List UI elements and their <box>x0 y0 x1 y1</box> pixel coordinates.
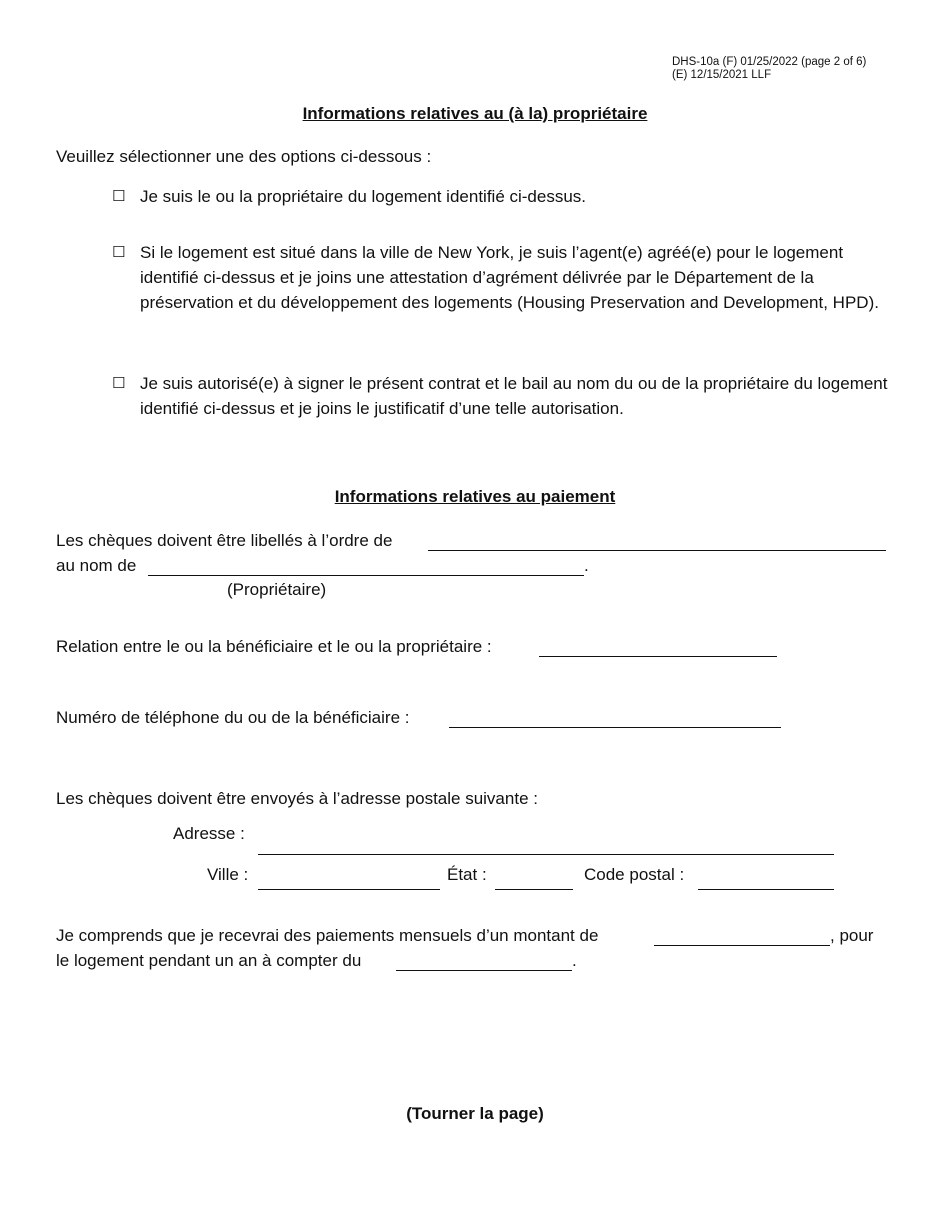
start-date-field[interactable] <box>396 952 572 971</box>
monthly-amount-field[interactable] <box>654 927 830 946</box>
monthly-part4: . <box>572 951 577 970</box>
phone-label: Numéro de téléphone du ou de la bénéficiaire : <box>56 708 410 727</box>
relation-label: Relation entre le ou la bénéficiaire et le ou la propriétaire : <box>56 637 492 656</box>
monthly-amount-input[interactable] <box>654 927 830 945</box>
on-behalf-field[interactable] <box>148 557 584 576</box>
owner-option-1 <box>112 184 892 209</box>
mailing-label: Les chèques doivent être envoyés à l’adresse postale suivante : <box>56 789 538 808</box>
owner-section-title: Informations relatives au (à la) propriétaire <box>302 104 648 123</box>
monthly-part1: Je comprends que je recevrai des paiements mensuels d’un montant de <box>56 926 599 945</box>
state-field[interactable] <box>495 871 573 890</box>
payable-to-field[interactable] <box>428 532 886 551</box>
state-input[interactable] <box>495 871 573 889</box>
city-label: Ville : <box>207 865 249 884</box>
payable-to-label: Les chèques doivent être libellés à l’ordre de <box>56 531 393 550</box>
on-behalf-input[interactable] <box>148 557 584 575</box>
on-behalf-label: au nom de <box>56 556 137 575</box>
start-date-input[interactable] <box>396 952 572 970</box>
zip-input[interactable] <box>698 871 834 889</box>
city-input[interactable] <box>258 871 440 889</box>
owner-option-1-checkbox[interactable]: ☐ <box>112 187 126 205</box>
address-label: Adresse : <box>173 824 245 843</box>
state-label: État : <box>447 865 487 884</box>
on-behalf-suffix: . <box>584 556 589 575</box>
address-input[interactable] <box>258 836 834 854</box>
monthly-part2: , pour <box>830 926 874 945</box>
owner-option-3-label: Je suis autorisé(e) à signer le présent contrat et le bail au nom du ou de la propriétaire du logement identifié ci-dessus et je joins le justificatif d’une telle autorisation. <box>140 374 888 418</box>
zip-label: Code postal : <box>584 865 685 884</box>
form-reference <box>672 56 866 82</box>
owner-option-2 <box>112 240 892 315</box>
relation-input[interactable] <box>539 638 777 656</box>
payment-section-title: Informations relatives au paiement <box>334 487 616 506</box>
city-field[interactable] <box>258 871 440 890</box>
owner-caption: (Propriétaire) <box>227 580 327 599</box>
owner-option-1-label: Je suis le ou la propriétaire du logement identifié ci-dessus. <box>140 187 587 206</box>
monthly-part3: le logement pendant un an à compter du <box>56 951 362 970</box>
owner-option-3-checkbox[interactable]: ☐ <box>112 374 126 392</box>
relation-field[interactable] <box>539 638 777 657</box>
phone-field[interactable] <box>449 709 781 728</box>
form-reference-line2: (E) 12/15/2021 LLF <box>672 69 772 81</box>
form-reference-line1: DHS-10a (F) 01/25/2022 (page 2 of 6) <box>672 56 867 68</box>
zip-field[interactable] <box>698 871 834 890</box>
owner-option-2-checkbox[interactable]: ☐ <box>112 243 126 261</box>
owner-option-3 <box>112 371 892 421</box>
phone-input[interactable] <box>449 709 781 727</box>
address-field[interactable] <box>258 836 834 855</box>
payable-to-input[interactable] <box>428 532 886 550</box>
owner-instruction: Veuillez sélectionner une des options ci-dessous : <box>56 147 432 166</box>
owner-option-2-label: Si le logement est situé dans la ville de New York, je suis l’agent(e) agréé(e) pour le logement identifié ci-dessus et je joins une attestation d’agrément délivrée par le Département de la préservation et du développement des logements (Housing Preservation and Development, HPD). <box>140 243 879 312</box>
turn-page: (Tourner la page) <box>406 1104 544 1123</box>
